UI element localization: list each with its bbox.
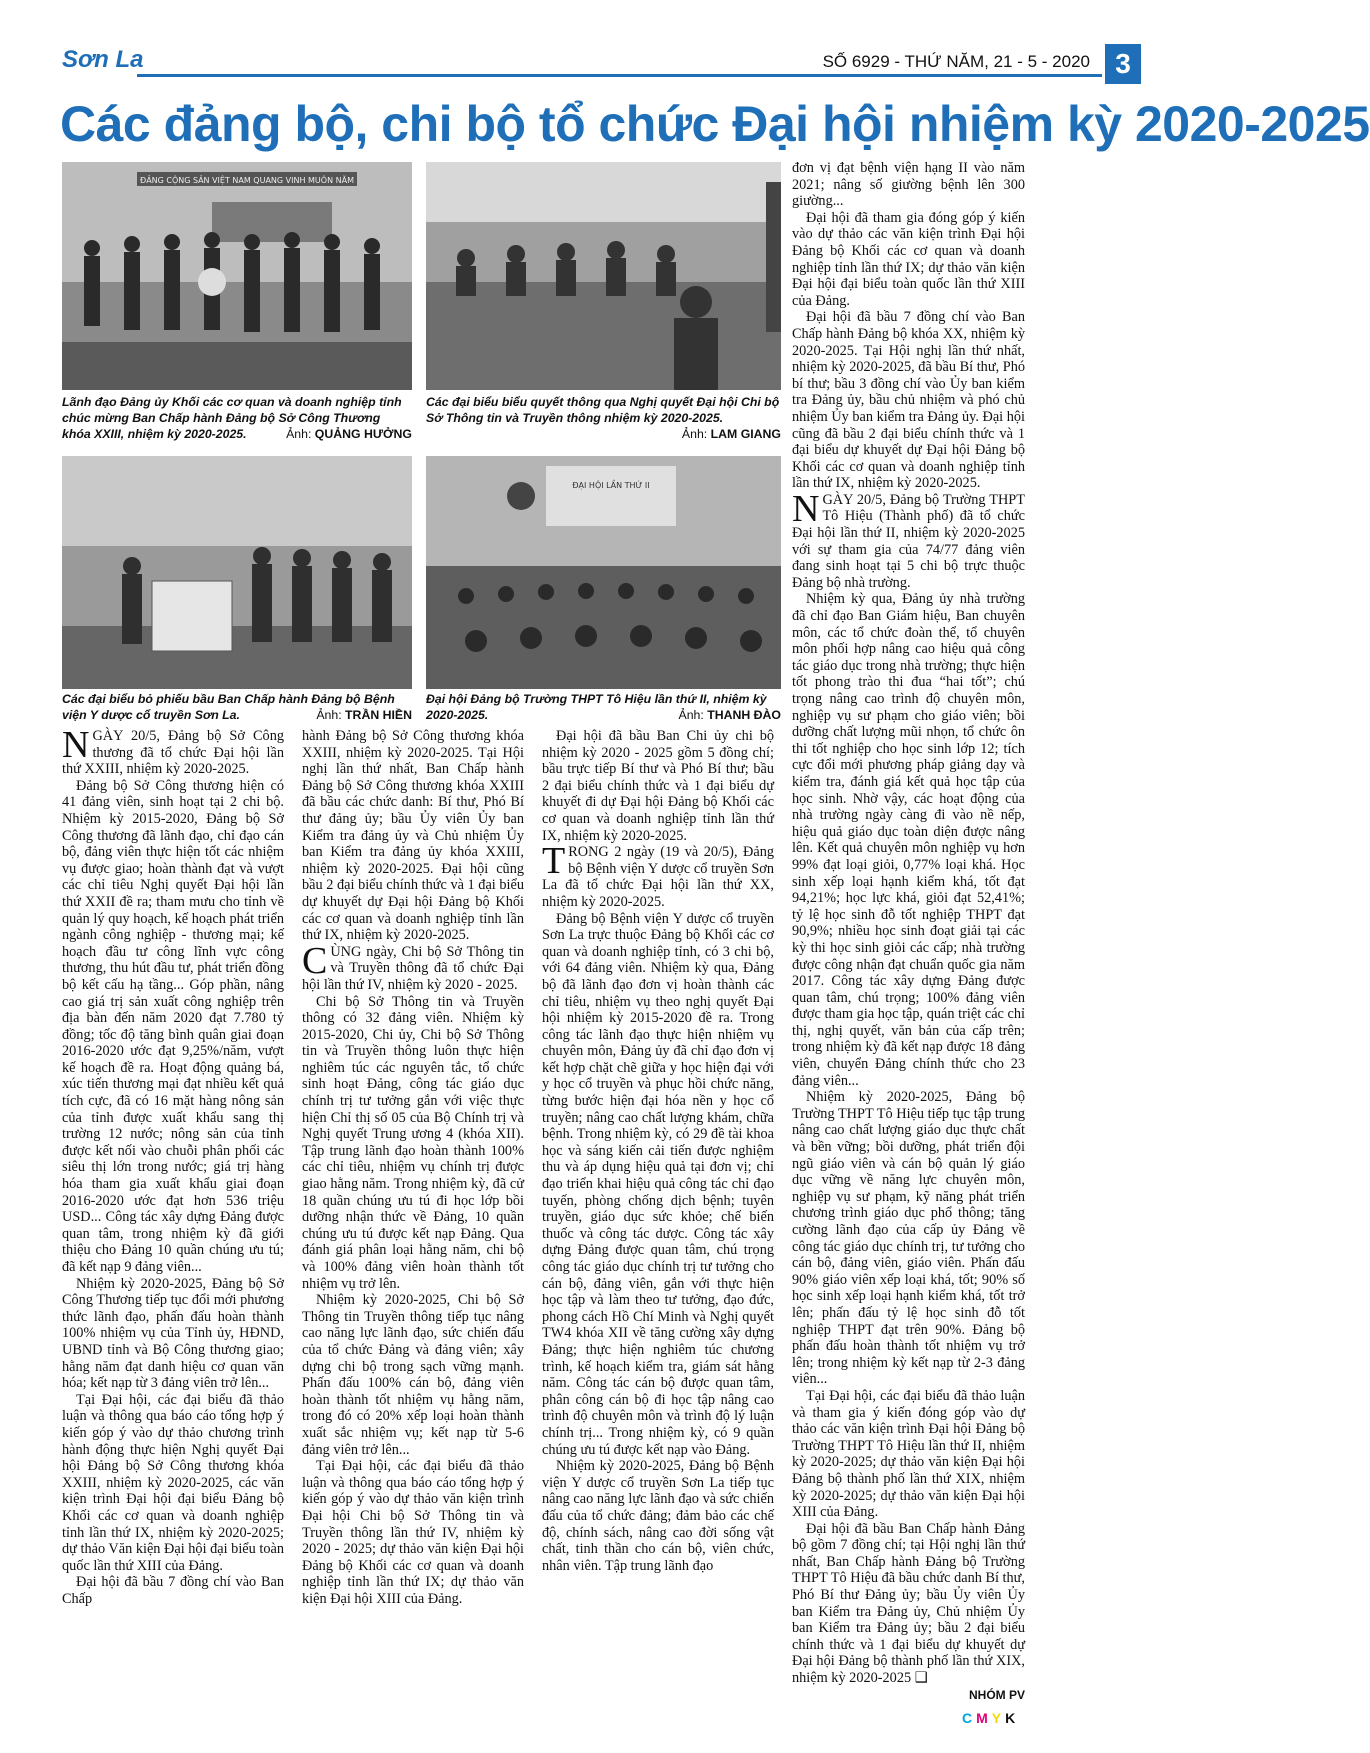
photo4-banner-text: ĐẠI HỘI LẦN THỨ II <box>572 481 650 490</box>
paragraph: Tại Đại hội, các đại biểu đã thảo luận và thông qua báo cáo tổng hợp ý kiến góp ý vào dự thảo chương trình hành động thực hiện Nghị quyết Đại hội Đảng bộ Sở Công thương khóa XXIII, nhiệm kỳ 2020-2025, các văn kiện trình Đại hội đại biểu Đảng bộ Khối các cơ quan và doanh nghiệp tỉnh lần thứ IX, nhiệm kỳ 2020-2025; dự thảo Văn kiện Đại hội đại biểu toàn quốc lần thứ XIII của Đảng. <box>62 1391 284 1574</box>
photo-caption-1 <box>62 394 412 442</box>
drop-cap: N <box>62 724 90 766</box>
photo-caption-3 <box>62 691 412 723</box>
paragraph: NGÀY 20/5, Đảng bộ Sở Công thương đã tổ chức Đại hội lần thứ XXIII, nhiệm kỳ 2020-2025. <box>62 724 284 778</box>
photo-credit: Ảnh: TRẦN HIỀN <box>316 708 412 722</box>
photo-ballot-hospital <box>62 456 412 689</box>
caption-text: Lãnh đạo Đảng ủy Khối các cơ quan và doanh nghiệp tỉnh chúc mừng Ban Chấp hành Đảng bộ Sở Công Thương khóa XXIII, nhiệm kỳ 2020-2025. <box>62 395 402 441</box>
photo-credit: Ảnh: QUẢNG HƯỞNG <box>286 427 412 441</box>
paragraph: Nhiệm kỳ 2020-2025, Đảng bộ Trường THPT Tô Hiệu tiếp tục tập trung nâng cao chất lượng giáo dục thực chất và bền vững; bồi dưỡng, phát triển đội ngũ giáo viên và cán bộ quản lý giáo dục vững về năng lực chuyên môn, nghiệp vụ sư phạm, kỹ năng phát triển chương trình giáo dục phổ thông; tăng cường lãnh đạo của cấp ủy Đảng về công tác giáo dục chính trị, tư tưởng cho cán bộ, đảng viên, giáo viên. Phấn đấu 90% giáo viên xếp loại khá, tốt; 90% số học sinh xếp loại hạnh kiểm khá, tốt trở lên; phấn đấu tỷ lệ học sinh đỗ tốt nghiệp THPT đạt trên 90%. Đảng bộ phấn đấu hoàn thành tốt nhiệm vụ trở lên; trong nhiệm kỳ kết nạp từ 2-3 đảng viên... <box>792 1089 1025 1388</box>
photo-school-congress <box>426 456 781 689</box>
paragraph: Đảng bộ Sở Công thương hiện có 41 đảng viên, sinh hoạt tại 2 chi bộ. Nhiệm kỳ 2015-2020, Đảng bộ Sở Công thương đã lãnh đạo, chỉ đạo cán bộ, đảng viên thực hiện tốt các nhiệm vụ được giao; hoàn thành đạt và vượt các chỉ tiêu Nghị quyết Đại hội lần thứ XXII đề ra; tham mưu cho tỉnh về quản lý quy hoạch, kế hoạch phát triển ngành công nghiệp - thương mại; kế hoạch đầu tư công lĩnh vực công thương, thu hút đầu tư, phát triển đồng bộ kết cấu hạ tầng... Góp phần, nâng cao giá trị sản xuất công nghiệp trên địa bàn đến năm 2020 đạt 7.780 tỷ đồng; tốc độ tăng bình quân giai đoạn 2016-2020 ước đạt 9,25%/năm, vượt kế hoạch đề ra. Hoạt động quảng bá, xúc tiến thương mại đạt nhiều kết quả tích cực, đã có 16 mặt hàng nông sản của tỉnh được xuất khẩu sang thị trường 12 nước; nông sản của tỉnh được kết nối vào chuỗi phân phối các siêu thị lớn trong nước; giá trị hàng hóa tham gia xuất khẩu giai đoạn 2016-2020 ước đạt hơn 536 triệu USD... Công tác xây dựng Đảng được quan tâm, trong nhiệm kỳ đã giới thiệu cho Đảng 10 quần chúng ưu tú; đã kết nạp 9 đảng viên... <box>62 777 284 1275</box>
drop-cap: N <box>792 487 820 530</box>
paragraph: NGÀY 20/5, Đảng bộ Trường THPT Tô Hiệu (Thành phố) đã tổ chức Đại hội lần thứ II, nhiệm kỳ 2020-2025 với sự tham gia của 74/77 đảng viên đang sinh hoạt tại 5 chi bộ trực thuộc Đảng bộ nhà trường. <box>792 487 1025 591</box>
caption-text: Các đại biểu bỏ phiếu bầu Ban Chấp hành Đảng bộ Bệnh viện Y dược cổ truyền Sơn La. <box>62 692 395 722</box>
paragraph: Tại Đại hội, các đại biểu đã thảo luận và tham gia ý kiến đóng góp vào dự thảo các văn kiện trình Đại hội Đảng bộ Trường THPT Tô Hiệu lần thứ II, nhiệm kỳ 2020-2025; dự thảo văn kiện Đại hội Đảng bộ thành phố lần thứ XIX, nhiệm kỳ 2020-2025; dự thảo văn kiện Đại hội XIII của Đảng. <box>792 1387 1025 1521</box>
header-rule <box>137 74 1102 77</box>
headline: Các đảng bộ, chi bộ tổ chức Đại hội nhiệm kỳ 2020-2025 <box>60 96 1370 152</box>
issue-info: SỐ 6929 - THỨ NĂM, 21 - 5 - 2020 <box>822 52 1090 71</box>
photo-congratulation <box>62 162 412 390</box>
drop-cap: C <box>302 939 328 982</box>
paragraph: Đại hội đã bầu Ban Chi ủy chi bộ nhiệm kỳ 2020 - 2025 gồm 5 đồng chí; bầu trực tiếp Bí thư và Phó Bí thư; bầu 2 đại biểu chính thức và 1 đại biểu dự khuyết đi dự Đại hội Đảng bộ Khối các cơ quan và doanh nghiệp tỉnh lần thứ IX, nhiệm kỳ 2020-2025. <box>542 728 774 844</box>
paragraph: Đảng bộ Bệnh viện Y dược cổ truyền Sơn La trực thuộc Đảng bộ Khối các cơ quan và doanh nghiệp tỉnh, có 3 chi bộ, với 64 đảng viên. Nhiệm kỳ qua, Đảng bộ đã lãnh đạo đơn vị hoàn thành các chỉ tiêu, nhiệm vụ theo nghị quyết Đại hội nhiệm kỳ 2015-2020 đề ra. Trong công tác lãnh đạo thực hiện nhiệm vụ chuyên môn, Đảng ủy đã chỉ đạo đơn vị kết hợp chặt chẽ giữa y học hiện đại với y học cổ truyền và phục hồi chức năng, từng bước hiện đại hóa nền y học cổ truyền; nâng cao chất lượng khám, chữa bệnh. Trong nhiệm kỳ, có 29 đề tài khoa học và sáng kiến cải tiến được nghiệm thu và áp dụng hiệu quả tại đơn vị; chỉ đạo triển khai hiệu quả công tác chỉ đạo tuyến, phòng chống dịch bệnh; tuyên truyền, giáo dục sức khỏe; chế biến thuốc và công tác dược. Công tác xây dựng Đảng được quan tâm, chú trọng công tác giáo dục chính trị tư tưởng cho cán bộ, đảng viên, gắn với thực hiện học tập và làm theo tư tưởng, đạo đức, phong cách Hồ Chí Minh và Nghị quyết TW4 khóa XII về tăng cường xây dựng Đảng; thực hiện nghiêm túc chương trình, kế hoạch kiểm tra, giám sát hằng năm. Công tác cán bộ được quan tâm, phân công cán bộ đi học tập nâng cao trình độ chuyên môn và trình độ lý luận chính trị... Trong nhiệm kỳ, có 9 quần chúng ưu tú được kết nạp vào Đảng. <box>542 910 774 1458</box>
paragraph: Đại hội đã bầu 7 đồng chí vào Ban Chấp hành Đảng bộ khóa XX, nhiệm kỳ 2020-2025. Tại Hội nghị lần thứ nhất, nhiệm kỳ 2020-2025, đã bầu Bí thư, Phó bí thư; bầu 3 đồng chí vào Ủy ban kiểm tra Đảng ủy, bầu chủ nhiệm và phó chủ nhiệm Ủy ban kiểm tra Đảng ủy. Đại hội cũng đã bầu 2 đại biểu chính thức và 1 đại biểu dự khuyết dự Đại hội Đảng bộ Khối các cơ quan và doanh nghiệp tỉnh lần thứ IX, nhiệm kỳ 2020-2025. <box>792 309 1025 492</box>
paragraph: Đại hội đã tham gia đóng góp ý kiến vào dự thảo các văn kiện trình Đại hội Đảng bộ Khối các cơ quan và doanh nghiệp tỉnh lần thứ IX; dự thảo văn kiện Đại hội đại biểu toàn quốc lần thứ XIII của Đảng. <box>792 209 1025 309</box>
column-4 <box>792 160 1025 1703</box>
paragraph: Nhiệm kỳ 2020-2025, Chi bộ Sở Thông tin Truyền thông tiếp tục nâng cao năng lực lãnh đạo, sức chiến đấu của tổ chức Đảng và đảng viên; xây dựng chi bộ trong sạch vững mạnh. Phấn đấu 100% cán bộ, đảng viên hoàn thành tốt nhiệm vụ hằng năm, trong đó có 20% xếp loại hoàn thành xuất sắc nhiệm vụ; kết nạp từ 5-6 đảng viên trở lên... <box>302 1292 524 1458</box>
paragraph: hành Đảng bộ Sở Công thương khóa XXIII, nhiệm kỳ 2020-2025. Tại Hội nghị lần thứ nhất, Ban Chấp hành Đảng bộ Sở Công thương khóa XXIII đã bầu các chức danh: Bí thư, Phó Bí thư đảng ủy; bầu Ủy viên Ủy ban Kiểm tra đảng ủy và Chủ nhiệm Ủy ban Kiểm tra đảng ủy khóa XXIII, nhiệm kỳ 2020-2025. Đại hội cũng bầu 2 đại biểu chính thức và 1 đại biểu dự khuyết dự Đại hội Đảng bộ Khối các cơ quan và doanh nghiệp tỉnh lần thứ IX, nhiệm kỳ 2020-2025. <box>302 728 524 944</box>
caption-text: Đại hội Đảng bộ Trường THPT Tô Hiệu lần thứ II, nhiệm kỳ 2020-2025. <box>426 692 767 722</box>
paragraph: Đại hội đã bầu 7 đồng chí vào Ban Chấp <box>62 1574 284 1607</box>
paragraph: CÙNG ngày, Chi bộ Sở Thông tin và Truyền thông đã tổ chức Đại hội lần thứ IV, nhiệm kỳ 2020 - 2025. <box>302 939 524 993</box>
drop-cap: T <box>542 840 566 883</box>
photo-caption-2 <box>426 394 781 442</box>
paragraph: Nhiệm kỳ 2020-2025, Đảng bộ Sở Công Thương tiếp tục đổi mới phương thức lãnh đạo, phấn đấu hoàn thành 100% nhiệm vụ của Tỉnh ủy, HĐND, UBND tỉnh và Bộ Công thương giao; hằng năm đạt danh hiệu cơ quan văn hóa; kết nạp từ 3 đảng viên trở lên... <box>62 1275 284 1392</box>
paragraph: Đại hội đã bầu Ban Chấp hành Đảng bộ gồm 7 đồng chí; tại Hội nghị lần thứ nhất, Ban Chấp hành Đảng bộ Trường THPT Tô Hiệu đã bầu chức danh Bí thư, Phó Bí thư Đảng ủy; bầu Ủy viên Ủy ban Kiểm tra Đảng ủy, Chủ nhiệm Ủy ban Kiểm tra Đảng ủy; bầu 2 đại biểu chính thức và 1 đại biểu dự khuyết dự Đại hội Đảng bộ thành phố lần thứ XIX, nhiệm kỳ 2020-2025 ❑ <box>792 1520 1025 1687</box>
paragraph: Nhiệm kỳ 2020-2025, Đảng bộ Bệnh viện Y dược cổ truyền Sơn La tiếp tục nâng cao năng lực lãnh đạo và sức chiến đấu của tổ chức đảng; đảm bảo các chế độ, chính sách, nâng cao đời sống vật chất, tinh thần cho cán bộ, viên chức, nhân viên. Tập trung lãnh đạo <box>542 1458 774 1574</box>
column-2 <box>302 728 524 1607</box>
author-byline: NHÓM PV <box>968 1687 1025 1702</box>
column-1 <box>62 724 284 1607</box>
column-3 <box>542 728 774 1574</box>
paragraph: Chi bộ Sở Thông tin và Truyền thông có 32 đảng viên. Nhiệm kỳ 2015-2020, Chi ủy, Chi bộ Sở Thông tin và Truyền thông luôn thực hiện nghiêm túc các nguyên tắc, tổ chức sinh hoạt Đảng, công tác giáo dục chính trị tư tưởng gắn với việc thực hiện Chỉ thị số 05 của Bộ Chính trị và Nghị quyết Trung ương 4 (khóa XII). Tập trung lãnh đạo hoàn thành 100% các chỉ tiêu, nhiệm vụ chính trị được giao hằng năm. Trong nhiệm kỳ, đã cử 18 quần chúng ưu tú đi học lớp bồi dưỡng nhận thức về Đảng, 10 quần chúng ưu tú được kết nạp Đảng. Qua đánh giá phân loại hằng năm, chi bộ và 100% đảng viên hoàn thành tốt nhiệm vụ trở lên. <box>302 993 524 1292</box>
cmyk-marks: CMYK <box>962 1710 1020 1726</box>
paragraph: Tại Đại hội, các đại biểu đã thảo luận và thông qua báo cáo tổng hợp ý kiến góp ý vào dự thảo văn kiện trình Đại hội Chi bộ Sở Thông tin và Truyền thông lần thứ IV, nhiệm kỳ 2020 - 2025; dự thảo văn kiện Đại hội Đảng bộ Khối các cơ quan và doanh nghiệp tỉnh lần thứ IX; dự thảo văn kiện Đại hội XIII của Đảng. <box>302 1458 524 1607</box>
photo-credit: Ảnh: LAM GIANG <box>681 427 781 441</box>
photo-credit: Ảnh: THANH ĐÀO <box>678 708 781 722</box>
page-number: 3 <box>1105 44 1141 84</box>
paragraph: Nhiệm kỳ qua, Đảng ủy nhà trường đã chỉ đạo Ban Giám hiệu, Ban chuyên môn, các tổ chức đoàn thể, tổ chuyên môn phối hợp nâng cao hiệu quả công tác giáo dục trong nhà trường; thực hiện tốt phong trào thi đua “hai tốt”; chú trọng nâng cao trình độ chuyên môn, nghiệp vụ sư phạm cho giáo viên; bồi dưỡng chất lượng mũi nhọn, tổ chức ôn thi tốt nghiệp cho học sinh lớp 12; tích cực đổi mới phương pháp giảng dạy và kiểm tra, đánh giá kết quả học tập của học sinh. Nhờ vậy, các hoạt động của nhà trường ngày càng đi vào nề nếp, hiệu quả giáo dục toàn diện được nâng lên. Kết quả chuyên môn nghiệp vụ hơn 99% đạt loại giỏi, 0,77% loại khá. Học sinh xếp loại hạnh kiểm khá, tốt đạt 94,21%; học lực khá, giỏi đạt 52,41%; tỷ lệ học sinh đỗ tốt nghiệp THPT đạt 90,9%; nhiều học sinh đoạt giải tại các kỳ thi học sinh giỏi các cấp; nhà trường được công nhận đạt chuẩn quốc gia năm 2017. Công tác xây dựng Đảng được quan tâm, chú trọng; 100% đảng viên được tham gia học tập, quán triệt các chỉ thị, nghị quyết, văn bản của cấp trên; trong nhiệm kỳ đã kết nạp được 18 đảng viên, chuyển Đảng chính thức cho 23 đảng viên... <box>792 591 1025 1089</box>
paragraph: TRONG 2 ngày (19 và 20/5), Đảng bộ Bệnh viện Y dược cổ truyền Sơn La đã tổ chức Đại hội lần thứ XX, nhiệm kỳ 2020-2025. <box>542 840 774 910</box>
photo-vote-ict <box>426 162 781 390</box>
paragraph: đơn vị đạt bệnh viện hạng II vào năm 2021; nâng số giường bệnh lên 300 giường... <box>792 160 1025 210</box>
photo-caption-4 <box>426 691 781 723</box>
photo1-banner-text: ĐẢNG CỘNG SẢN VIỆT NAM QUANG VINH MUÔN NĂM <box>140 176 354 185</box>
caption-text: Các đại biểu biểu quyết thông qua Nghị quyết Đại hội Chi bộ Sở Thông tin và Truyền thông nhiệm kỳ 2020-2025. <box>426 395 780 425</box>
section-name: Sơn La <box>62 46 144 73</box>
